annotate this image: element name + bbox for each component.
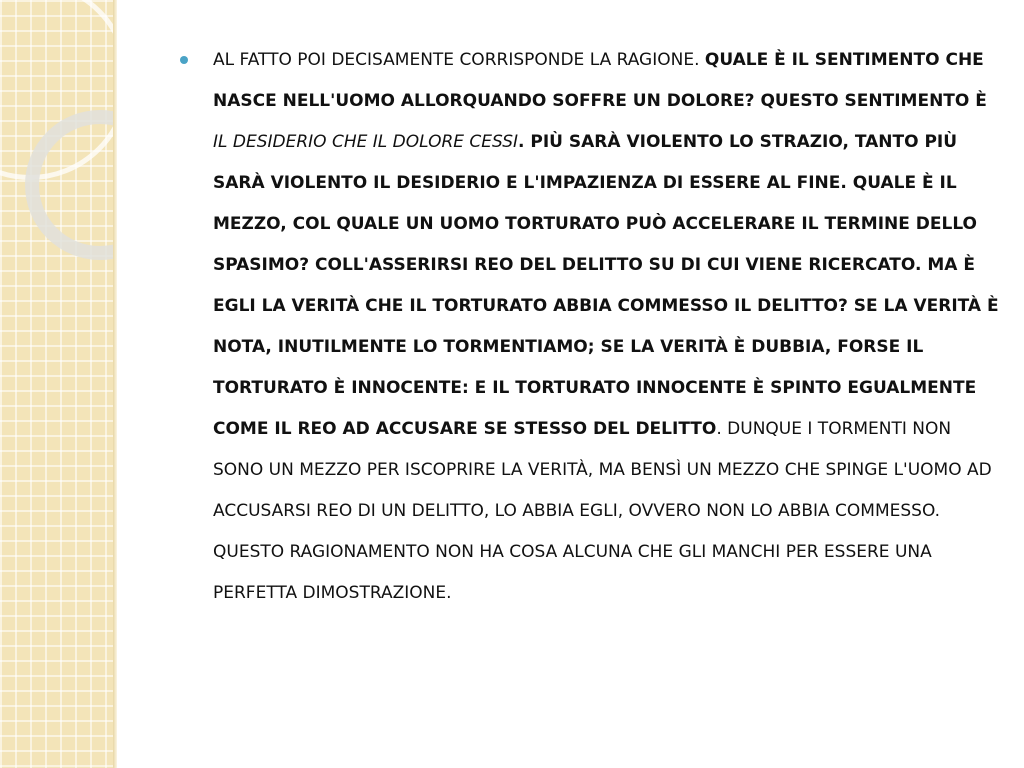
paragraph-conclusion: . DUNQUE I TORMENTI NON SONO UN MEZZO PER ISCOPRIRE LA VERITÀ, MA BENSÌ UN MEZZO CHE SPINGE L'UOMO AD ACCUSARSI REO DI UN DELITTO, LO ABBIA EGLI, OVVERO NON LO ABBIA COMMESSO. QUESTO RAGIONAMENTO NON HA COSA ALCUNA CHE GLI MANCHI PER ESSERE UNA PERFETTA DIMOSTRAZIONE. [213,419,992,603]
bullet-paragraph [180,40,1000,614]
side-panel-edge [113,0,117,768]
slide-content [180,40,1000,614]
paragraph-desire-italic: IL DESIDERIO CHE IL DOLORE CESSI [213,132,519,152]
paragraph-argument-bold: . PIÙ SARÀ VIOLENTO LO STRAZIO, TANTO PIÙ SARÀ VIOLENTO IL DESIDERIO E L'IMPAZIENZA DI ESSERE AL FINE. QUALE È IL MEZZO, COL QUALE UN UOMO TORTURATO PUÒ ACCELERARE IL TERMINE DELLO SPASIMO? COLL'ASSERIRSI REO DEL DELITTO SU DI CUI VIENE RICERCATO. MA È EGLI LA VERITÀ CHE IL TORTURATO ABBIA COMMESSO IL DELITTO? SE LA VERITÀ È NOTA, INUTILMENTE LO TORMENTIAMO; SE LA VERITÀ È DUBBIA, FORSE IL TORTURATO È INNOCENTE: E IL TORTURATO INNOCENTE È SPINTO EGUALMENTE COME IL REO AD ACCUSARE SE STESSO DEL DELITTO [213,132,999,439]
paragraph-intro: AL FATTO POI DECISAMENTE CORRISPONDE LA RAGIONE. [213,50,705,70]
decorative-side-panel [0,0,113,768]
bullet-dot-icon [180,56,188,64]
paragraph-question-bold: QUALE È IL SENTIMENTO CHE NASCE NELL'UOMO ALLORQUANDO SOFFRE UN DOLORE? QUESTO SENTIMENTO È [213,50,987,111]
